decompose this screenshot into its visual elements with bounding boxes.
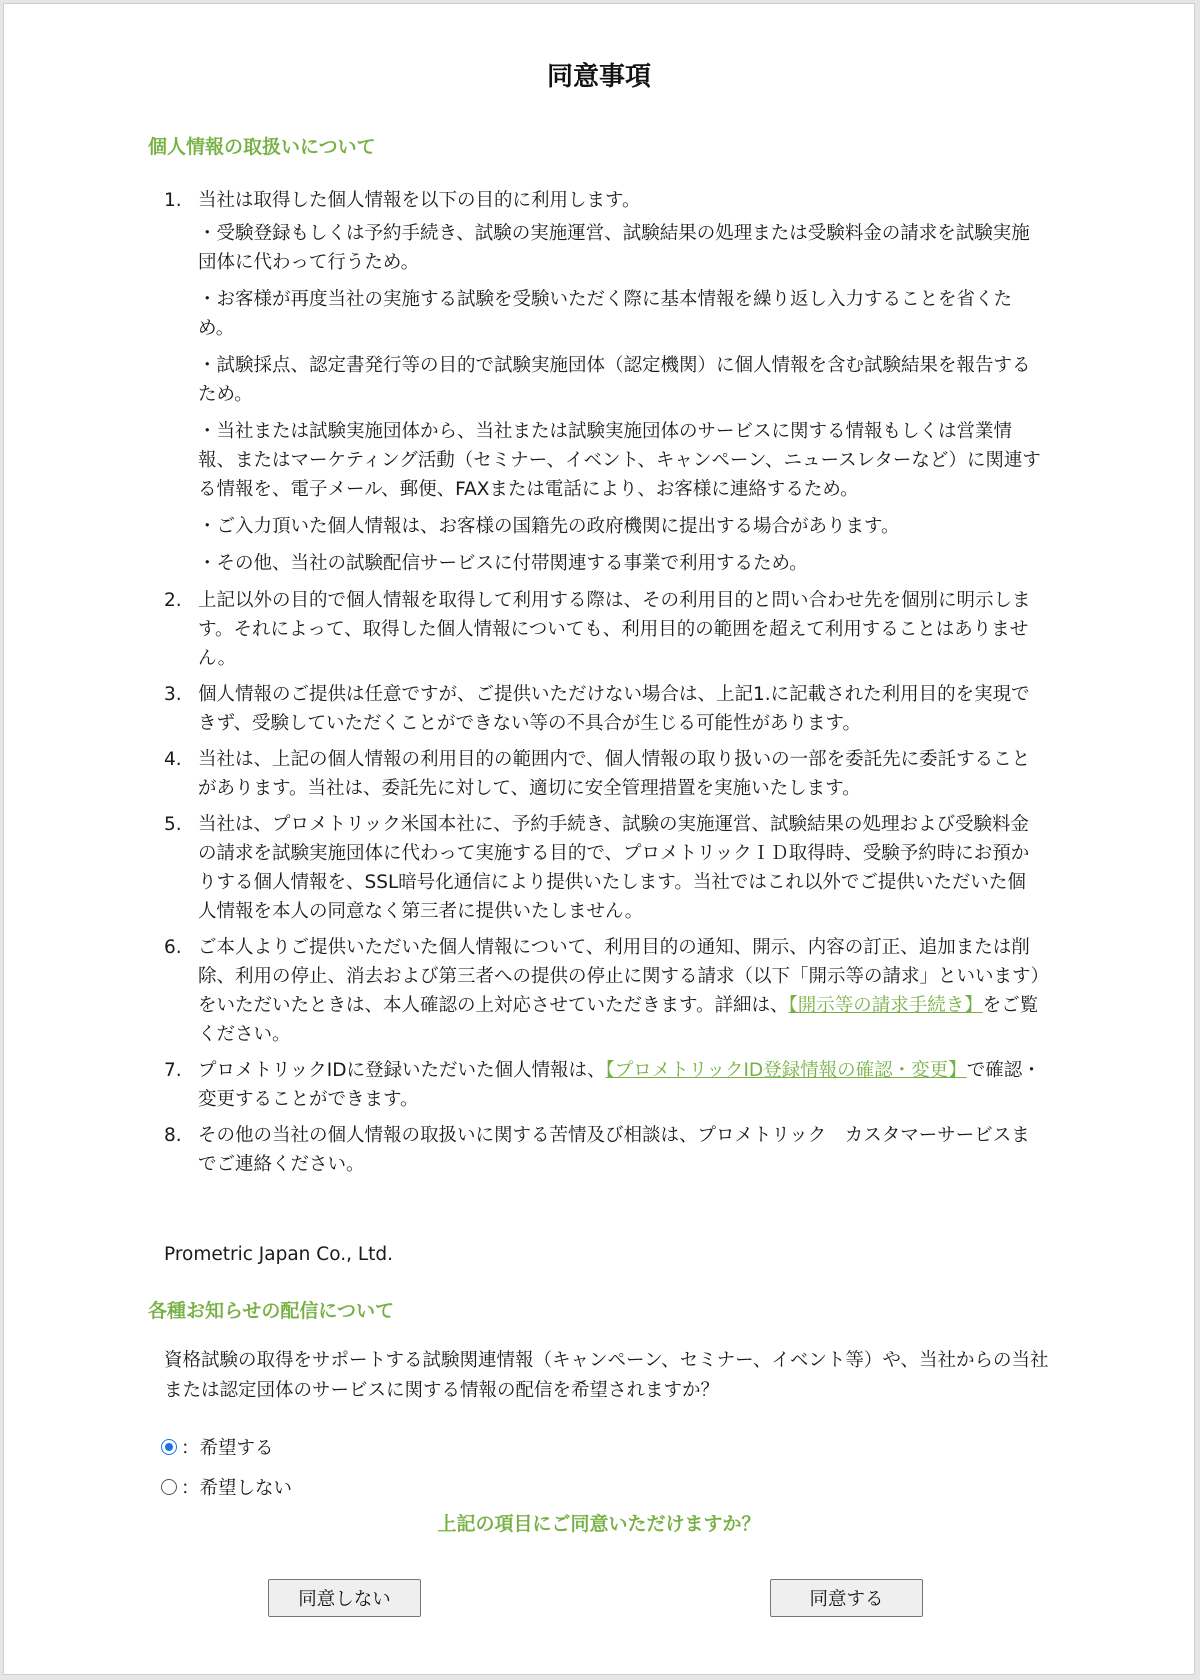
item-text: 当社は、プロメトリック米国本社に、予約手続き、試験の実施運営、試験結果の処理および受験料金の請求を試験実施団体に代わって実施する目的で、プロメトリックＩＤ取得時、受験予約時にお預かりする個人情報を、SSL暗号化通信により提供いたします。当社ではこれ以外でご提供いただいた個人情報を本人の同意なく第三者に提供いたしません。 bbox=[198, 814, 1030, 922]
item-text: 当社は、上記の個人情報の利用目的の範囲内で、個人情報の取り扱いの一部を委託先に委託することがあります。当社は、委託先に対して、適切に安全管理措置を実施いたします。 bbox=[198, 749, 1031, 799]
privacy-section-heading: 個人情報の取扱いについて bbox=[148, 136, 376, 158]
item-number: 1. bbox=[164, 190, 182, 211]
consent-confirm-question: 上記の項目にご同意いただけますか？ bbox=[437, 1513, 761, 1535]
list-item bbox=[164, 933, 1044, 1049]
prometric-id-info-link[interactable]: 【プロメトリックID登録情報の確認・変更】 bbox=[605, 1060, 967, 1081]
item-text: プロメトリックIDに登録いただいた個人情報は、 bbox=[198, 1060, 606, 1081]
notifications-section-heading: 各種お知らせの配信について bbox=[148, 1300, 395, 1322]
notify-no-radio[interactable] bbox=[161, 1479, 177, 1495]
item-text: 上記以外の目的で個人情報を取得して利用する際は、その利用目的と問い合わせ先を個別に明示します。それによって、取得した個人情報についても、利用目的の範囲を超えて利用することはありません。 bbox=[198, 590, 1031, 669]
item-text: 個人情報のご提供は任意ですが、ご提供いただけない場合は、上記1.に記載された利用目的を実現できず、受験していただくことができない等の不具合が生じる可能性があります。 bbox=[198, 684, 1030, 734]
sub-item: ・当社または試験実施団体から、当社または試験実施団体のサービスに関する情報もしくは営業情報、またはマーケティング活動（セミナー、イベント、キャンペーン、ニュースレターなど）に関連する情報を、電子メール、郵便、FAXまたは電話により、お客様に連絡するため。 bbox=[198, 421, 1041, 500]
notifications-question: 資格試験の取得をサポートする試験関連情報（キャンペーン、セミナー、イベント等）や、当社からの当社または認定団体のサービスに関する情報の配信を希望されますか？ bbox=[164, 1350, 1049, 1401]
item-number: 8. bbox=[164, 1125, 182, 1146]
sub-item: ・お客様が再度当社の実施する試験を受験いただく際に基本情報を繰り返し入力することを省くため。 bbox=[198, 289, 1013, 339]
list-item bbox=[164, 586, 1044, 673]
list-item bbox=[164, 810, 1044, 926]
consent-page bbox=[3, 3, 1195, 1675]
list-item bbox=[164, 680, 1044, 738]
list-item bbox=[164, 186, 1044, 578]
company-name: Prometric Japan Co., Ltd. bbox=[164, 1244, 394, 1265]
item-number: 3. bbox=[164, 684, 182, 705]
sub-item: ・ご入力頂いた個人情報は、お客様の国籍先の政府機関に提出する場合があります。 bbox=[198, 516, 900, 537]
item-number: 7. bbox=[164, 1060, 182, 1081]
item-text: で確認・変更することができます。 bbox=[198, 1060, 1041, 1110]
item-text: その他の当社の個人情報の取扱いに関する苦情及び相談は、プロメトリック カスタマーサービスまでご連絡ください。 bbox=[198, 1125, 1030, 1175]
privacy-items-list bbox=[164, 186, 1044, 1186]
item-text: 当社は取得した個人情報を以下の目的に利用します。 bbox=[198, 190, 641, 211]
notify-yes-option[interactable] bbox=[161, 1434, 274, 1460]
list-item bbox=[164, 1056, 1044, 1114]
sub-item: ・試験採点、認定書発行等の目的で試験実施団体（認定機関）に個人情報を含む試験結果を報告するため。 bbox=[198, 355, 1031, 405]
list-item bbox=[164, 745, 1044, 803]
item-number: 5. bbox=[164, 814, 182, 835]
disagree-button[interactable]: 同意しない bbox=[268, 1579, 421, 1617]
page-title: 同意事項 bbox=[546, 62, 651, 92]
notify-no-label: ：希望しない bbox=[181, 1478, 293, 1499]
list-item bbox=[164, 1121, 1044, 1179]
item-number: 6. bbox=[164, 937, 182, 958]
sub-item: ・その他、当社の試験配信サービスに付帯関連する事業で利用するため。 bbox=[198, 553, 808, 574]
disclosure-request-link[interactable]: 【開示等の請求手続き】 bbox=[788, 995, 983, 1016]
item-number: 2. bbox=[164, 590, 182, 611]
notify-yes-radio[interactable] bbox=[161, 1439, 177, 1455]
item-text: ご本人よりご提供いただいた個人情報について、利用目的の通知、開示、内容の訂正、追加または削除、利用の停止、消去および第三者への提供の停止に関する請求（以下「開示等の請求」といいます）をいただいたときは、本人確認の上対応させていただきます。詳細は、 bbox=[198, 937, 1040, 1016]
notify-no-option[interactable] bbox=[161, 1474, 292, 1500]
notify-yes-label: ：希望する bbox=[181, 1438, 274, 1459]
sub-item: ・受験登録もしくは予約手続き、試験の実施運営、試験結果の処理または受験料金の請求を試験実施団体に代わって行うため。 bbox=[198, 223, 1030, 273]
item-text: をご覧ください。 bbox=[198, 995, 1039, 1045]
item-number: 4. bbox=[164, 749, 182, 770]
agree-button[interactable]: 同意する bbox=[770, 1579, 923, 1617]
